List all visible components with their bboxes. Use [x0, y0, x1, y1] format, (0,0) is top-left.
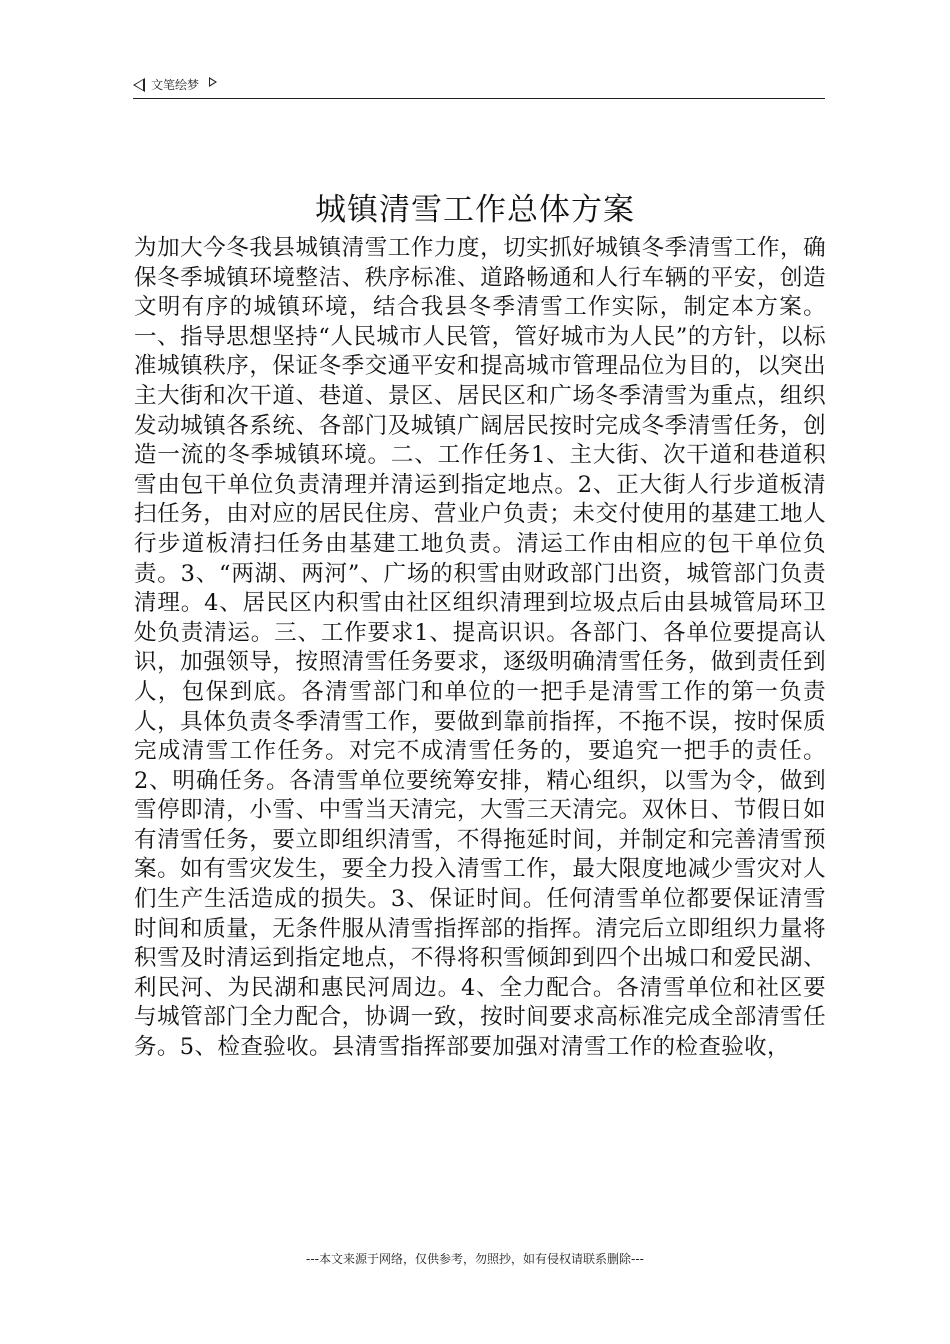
- document-body: 为加大今冬我县城镇清雪工作力度，切实抓好城镇冬季清雪工作，确保冬季城镇环境整洁、秩序标准、道路畅通和人行车辆的平安，创造文明有序的城镇环境，结合我县冬季清雪工作实际，制定本方案。一、指导思想坚持“人民城市人民管，管好城市为人民”的方针，以标准城镇秩序，保证冬季交通平安和提高城市管理品位为目的，以突出主大街和次干道、巷道、景区、居民区和广场冬季清雪为重点，组织发动城镇各系统、各部门及城镇广阔居民按时完成冬季清雪任务，创造一流的冬季城镇环境。二、工作任务1、主大街、次干道和巷道积雪由包干单位负责清理并清运到指定地点。2、正大街人行步道板清扫任务，由对应的居民住房、营业户负责；未交付使用的基建工地人行步道板清扫任务由基建工地负责。清运工作由相应的包干单位负责。3、“两湖、两河”、广场的积雪由财政部门出资，城管部门负责清理。4、居民区内积雪由社区组织清理到垃圾点后由县城管局环卫处负责清运。三、工作要求1、提高识识。各部门、各单位要提高认识，加强领导，按照清雪任务要求，逐级明确清雪任务，做到责任到人，包保到底。各清雪部门和单位的一把手是清雪工作的第一负责人，具体负责冬季清雪工作，要做到靠前指挥，不拖不误，按时保质完成清雪工作任务。对完不成清雪任务的，要追究一把手的责任。2、明确任务。各清雪单位要统筹安排，精心组织，以雪为令，做到雪停即清，小雪、中雪当天清完，大雪三天清完。双休日、节假日如有清雪任务，要立即组织清雪，不得拖延时间，并制定和完善清雪预案。如有雪灾发生，要全力投入清雪工作，最大限度地减少雪灾对人们生产生活造成的损失。3、保证时间。任何清雪单位都要保证清雪时间和质量，无条件服从清雪指挥部的指挥。清完后立即组织力量将积雪及时清运到指定地点，不得将积雪倾卸到四个出城口和爱民湖、利民河、为民湖和惠民河周边。4、全力配合。各清雪单位和社区要与城管部门全力配合，协调一致，按时间要求高标准完成全部清雪任务。5、检查验收。县清雪指挥部要加强对清雪工作的检查验收，: [134, 235, 826, 1061]
- footer-notice: ---本文来源于网络，仅供参考，勿照抄，如有侵权请联系删除---: [306, 1252, 644, 1266]
- header-brand-text: 文笔绘梦: [151, 78, 200, 92]
- document-title: 城镇清雪工作总体方案: [315, 192, 635, 228]
- header-brand-group: [133, 76, 217, 93]
- page-header: [133, 74, 825, 99]
- triangle-left-icon: [133, 78, 145, 92]
- triangle-right-icon: [209, 77, 217, 87]
